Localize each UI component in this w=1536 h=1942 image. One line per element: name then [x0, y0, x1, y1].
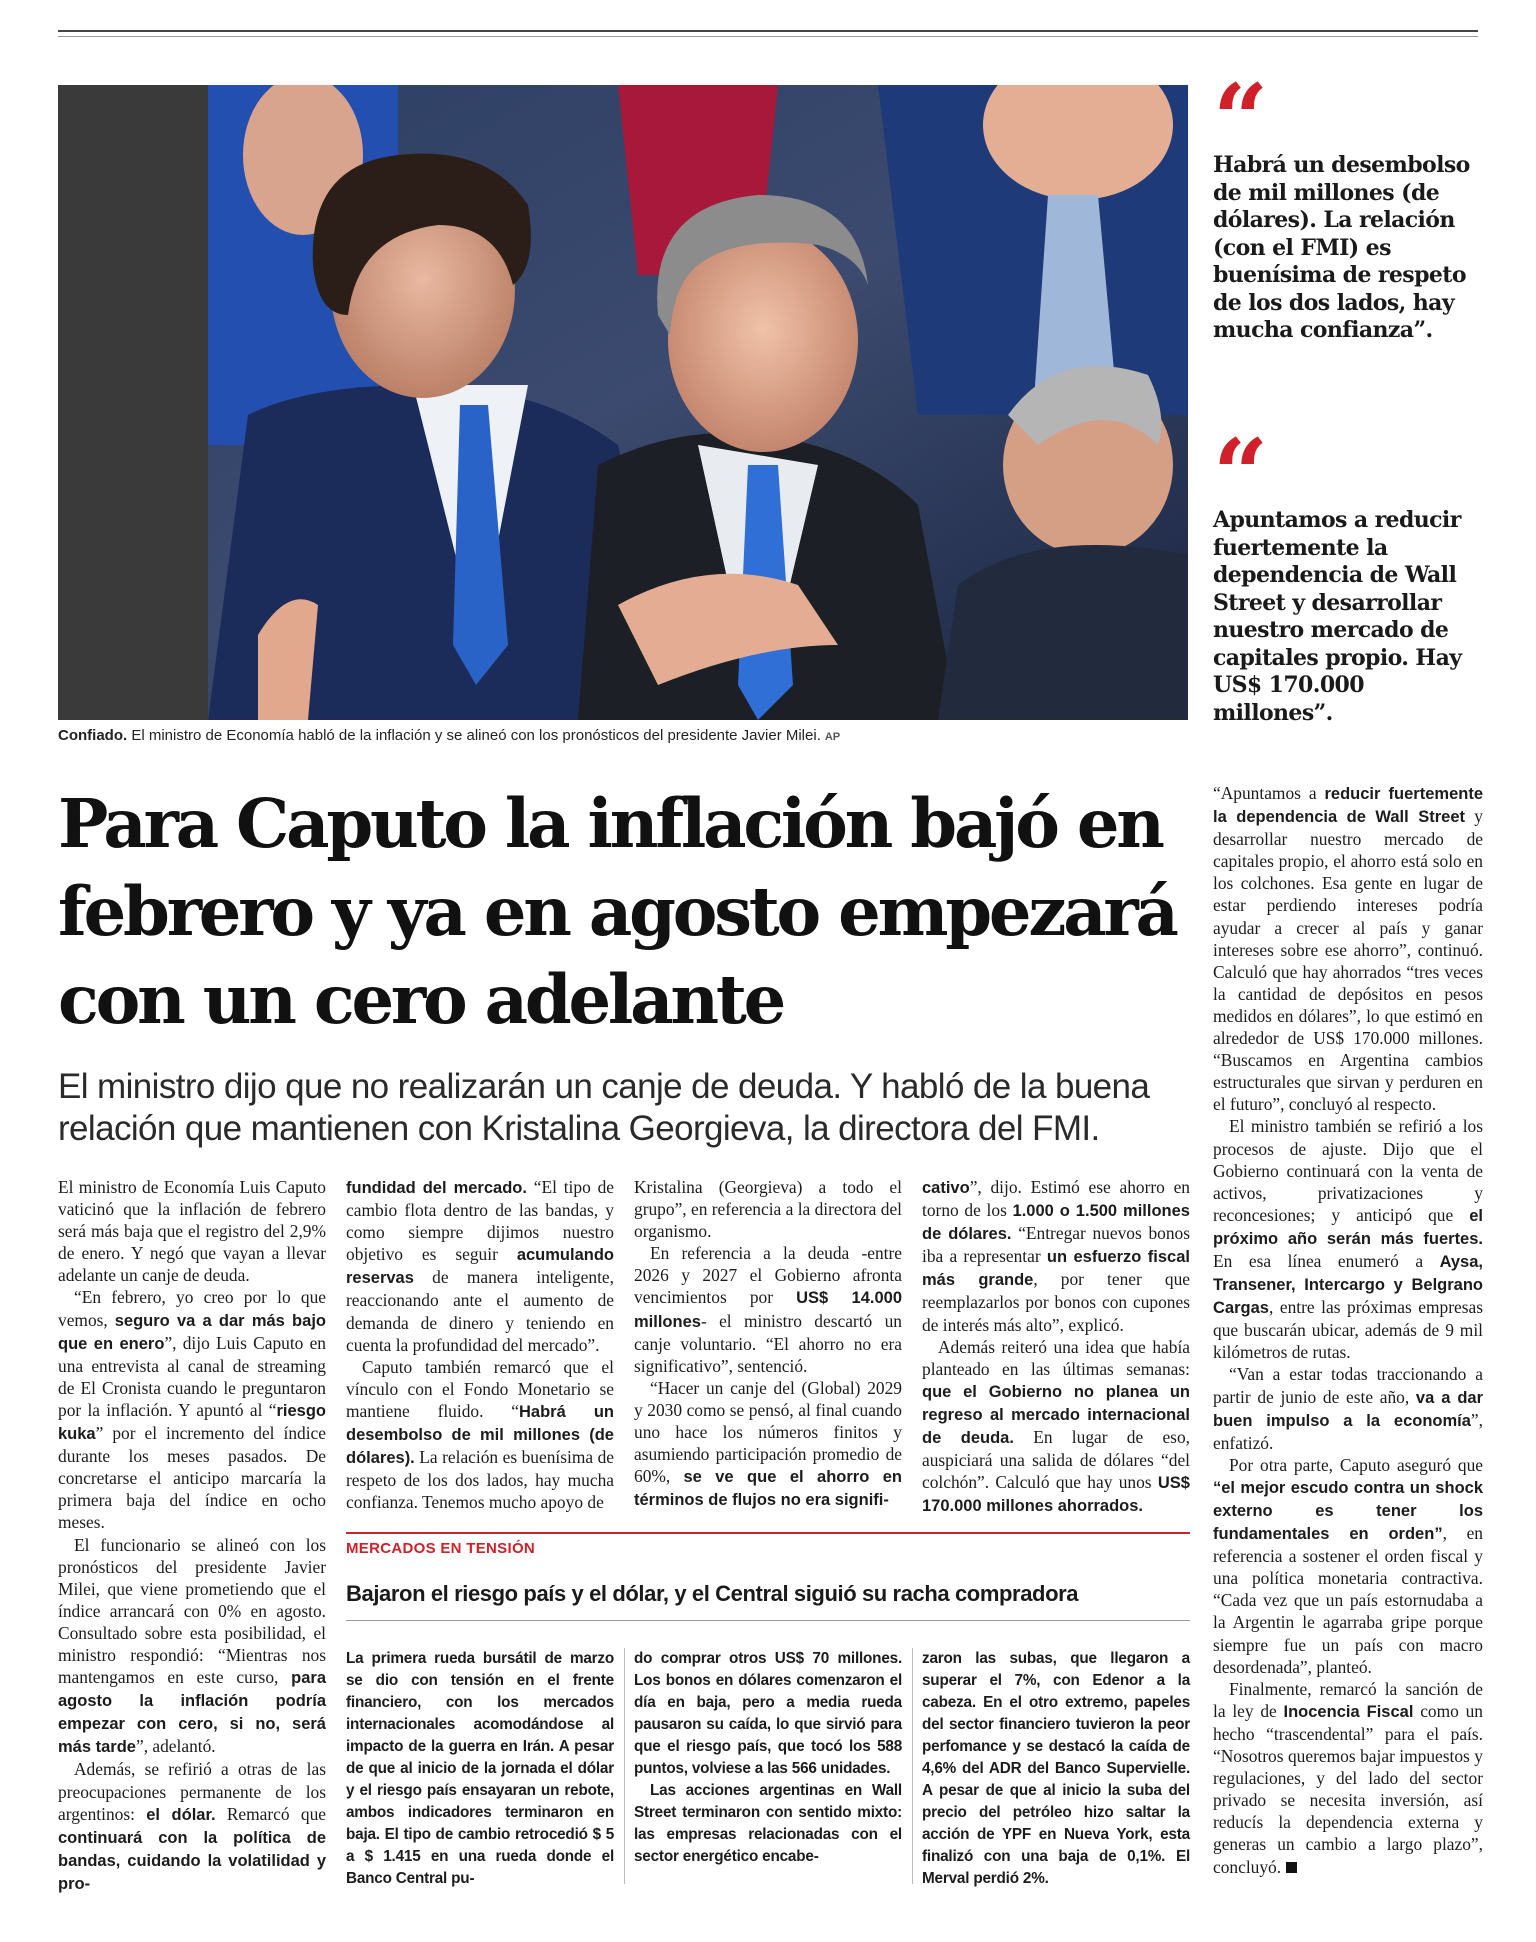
pull-quote-text: Habrá un desembolso de mil millones (de dólares). La relación (con el FMI) es buenísima de respeto de los dos lados, hay mucha confianza”.	[1213, 152, 1470, 343]
photo-credit: AP	[824, 731, 841, 743]
body-paragraph: En referencia a la deuda -entre 2026 y 2027 el Gobierno afronta vencimientos por US$ 14.000 millones- el ministro descartó un canje voluntario. “El ahorro no era significativo”, sentenció.	[634, 1243, 903, 1376]
photo-caption	[58, 726, 1188, 747]
sidebar-rule	[346, 1532, 1190, 1534]
sidebar-paragraph: La primera rueda bursátil de marzo se dio con tensión en el frente financiero, con los mercados internacionales acomodándose al impacto de la guerra en Irán. A pesar de que al inicio de la jornada el dólar y el riesgo país ensayaran un rebote, ambos indicadores terminaron en baja. El tipo de cambio retrocedió $ 5 a $ 1.415 en una rueda donde el Banco Central pu-	[346, 1650, 614, 1887]
top-rule	[58, 30, 1478, 32]
body-paragraph: Finalmente, remarcó la sanción de la ley de Inocencia Fiscal como un hecho “trascendental” para el país. “Nosotros queremos bajar impuestos y regulaciones, y del lado del sector privado se necesita inversión, así reducís la dependencia externa y generas un cambio a largo plazo”, concluyó.	[1213, 1678, 1483, 1877]
quote-mark-icon: “	[1213, 63, 1261, 176]
caption-text: El ministro de Economía habló de la inflación y se alineó con los pronósticos del presidente Javier Milei.	[131, 727, 821, 744]
body-paragraph: “Hacer un canje del (Global) 2029 y 2030 como se pensó, al final cuando uno hace los números finitos y asumiendo participación promedio de 60%, se ve que el ahorro en términos de flujos no era signifi-	[634, 1377, 902, 1510]
deck: El ministro dijo que no realizarán un canje de deuda. Y habló de la buena relación que mantienen con Kristalina Georgieva, la directora del FMI.	[58, 1067, 1150, 1148]
body-paragraph: El ministro también se refirió a los procesos de ajuste. Dijo que el Gobierno continuará con la venta de activos, privatizaciones y reconcesiones; y anticipó que el próximo año serán más fuertes. En esa línea enumeró a Aysa, Transener, Intercargo y Belgrano Cargas, entre las próximas empresas que buscarán ubicar, además de 9 mil kilómetros de rutas.	[1213, 1116, 1483, 1363]
body-paragraph: Además reiteró una idea que había planteado en las últimas semanas: que el Gobierno no planea un regreso al mercado internacional de deuda. En lugar de eso, auspiciará una salida de dólares “del colchón”. Calculó que hay unos US$ 170.000 millones ahorrados.	[922, 1336, 1190, 1516]
sidebar-title: Bajaron el riesgo país y el dólar, y el Central siguió su racha compradora	[346, 1581, 1079, 1606]
body-paragraph: “En febrero, yo creo por lo que vemos, seguro va a dar más bajo que en enero”, dijo Luis Caputo en una entrevista al canal de streaming de El Cronista cuando le preguntaron por la inflación. Y apuntó al “riesgo kuka” por el incremento del índice durante los meses pasados. De concretarse el anticipo marcaría la primera baja del índice en ocho meses.	[58, 1287, 326, 1533]
body-paragraph: cativo”, dijo. Estimó ese ahorro en torno de los 1.000 o 1.500 millones de dólares. “Entregar nuevos bonos iba a representar un esfuerzo fiscal más grande, por tener que reemplazarlos por bonos con cupones de interés más alto”, explicó.	[922, 1177, 1190, 1335]
body-column-4	[922, 1176, 1190, 1517]
pull-quote	[1213, 418, 1483, 727]
quote-mark-icon: “	[1213, 418, 1261, 531]
body-paragraph: El funcionario se alineó con los pronósticos del presidente Javier Milei, que viene prometiendo que el índice arrancará con 0% en agosto. Consultado sobre esta posibilidad, el ministro respondió: “Mientras nos mantengamos en este curso, para agosto la inflación podría empezar con cero, si no, será más tarde”, adelantó.	[58, 1534, 326, 1757]
body-paragraph: “Van a estar todas traccionando a partir de junio de este año, va a dar buen impulso a la economía”, enfatizó.	[1213, 1364, 1483, 1453]
pull-quote-text: Apuntamos a reducir fuertemente la dependencia de Wall Street y desarrollar nuestro mercado de capitales propio. Hay US$ 170.000 millones”.	[1213, 507, 1462, 726]
body-paragraph: “Apuntamos a reducir fuertemente la dependencia de Wall Street y desarrollar nuestro mercado de capitales propio, el ahorro está solo en los colchones. Esa gente en lugar de estar perdiendo intereses podría ayudar a crecer al país y ganar intereses sobre ese ahorro”, continuó. Calculó que hay ahorrados “tres veces la cantidad de depósitos en pesos medidos en dólares”, lo que estimó en alrededor de US$ 170.000 millones. “Buscamos en Argentina cambios estructurales que sirvan y perduren en el futuro”, concluyó al respecto.	[1213, 783, 1483, 1115]
sidebar-paragraph: do comprar otros US$ 70 millones. Los bonos en dólares comenzaron el día en baja, pero a media rueda pausaron su caída, lo que sirvió para que el riesgo país, que tocó los 588 puntos, volviese a las 566 unidades.	[634, 1650, 902, 1777]
body-paragraph: Kristalina (Georgieva) a todo el grupo”, en referencia a la directora del organismo.	[634, 1177, 902, 1242]
sidebar-kicker: MERCADOS EN TENSIÓN	[346, 1540, 536, 1557]
body-column-3	[634, 1176, 902, 1511]
sidebar-paragraph: Las acciones argentinas en Wall Street terminaron con sentido mixto: las empresas relacionadas con el sector energético encabe-	[634, 1782, 902, 1865]
sidebar-rule-thin	[346, 1620, 1190, 1621]
photo-illustration	[58, 85, 1188, 720]
pull-quote	[1213, 63, 1483, 345]
lead-photo	[58, 85, 1188, 720]
body-paragraph: Además, se refirió a otras de las preocupaciones permanente de los argentinos: el dólar. Remarcó que continuará con la política de bandas, cuidando la volatilidad y pro-	[58, 1759, 326, 1893]
body-paragraph: El ministro de Economía Luis Caputo vaticinó que la inflación de febrero será más baja que el registro del 2,9% de enero. Y negó que vayan a llevar adelante un canje de deuda.	[58, 1177, 326, 1286]
sidebar-paragraph: zaron las subas, que llegaron a superar el 7%, con Edenor a la cabeza. En el otro extremo, papeles del sector financiero tuvieron la peor perfomance y se destacó la caída de 4,6% del ADR del Banco Supervielle. A pesar de que al inicio la suba del precio del petróleo hizo saltar la acción de YPF en Nueva York, esta finalizó con una baja de 0,1%. El Merval perdió 2%.	[922, 1650, 1190, 1887]
body-column-5	[1213, 782, 1483, 1878]
body-column-2	[346, 1176, 614, 1513]
column-divider	[624, 1648, 625, 1884]
end-of-article-icon	[1286, 1862, 1297, 1873]
body-column-1	[58, 1176, 326, 1895]
body-paragraph: Caputo también remarcó que el vínculo con el Fondo Monetario se mantiene fluido. “Habrá un desembolso de mil millones (de dólares). La relación es buenísima de respeto de los dos lados, hay mucha confianza. Tenemos mucho apoyo de	[346, 1356, 614, 1513]
column-divider	[912, 1648, 913, 1884]
headline: Para Caputo la inflación bajó en febrero y ya en agosto empezará con un cero adelante	[58, 784, 1176, 1039]
sidebar-column-3	[922, 1648, 1190, 1890]
sidebar-column-1	[346, 1648, 614, 1890]
body-paragraph: Por otra parte, Caputo aseguró que “el mejor escudo contra un shock externo es tener los fundamentales en orden”, en referencia a sostener el orden fiscal y una política monetaria contractiva. “Cada vez que un país estornudaba a la Argentin le agarraba gripe porque siempre fue un país con macro desordenada”, planteó.	[1213, 1454, 1483, 1677]
caption-lead: Confiado.	[58, 727, 128, 744]
body-paragraph: fundidad del mercado. “El tipo de cambio flota dentro de las bandas, y como siempre dijimos nuestro objetivo es seguir acumulando reservas de manera inteligente, reaccionando ante el aumento de demanda de dinero y teniendo en cuenta la profundidad del mercado”.	[346, 1177, 614, 1355]
top-rule-thin	[58, 36, 1478, 37]
sidebar-column-2	[634, 1648, 902, 1868]
